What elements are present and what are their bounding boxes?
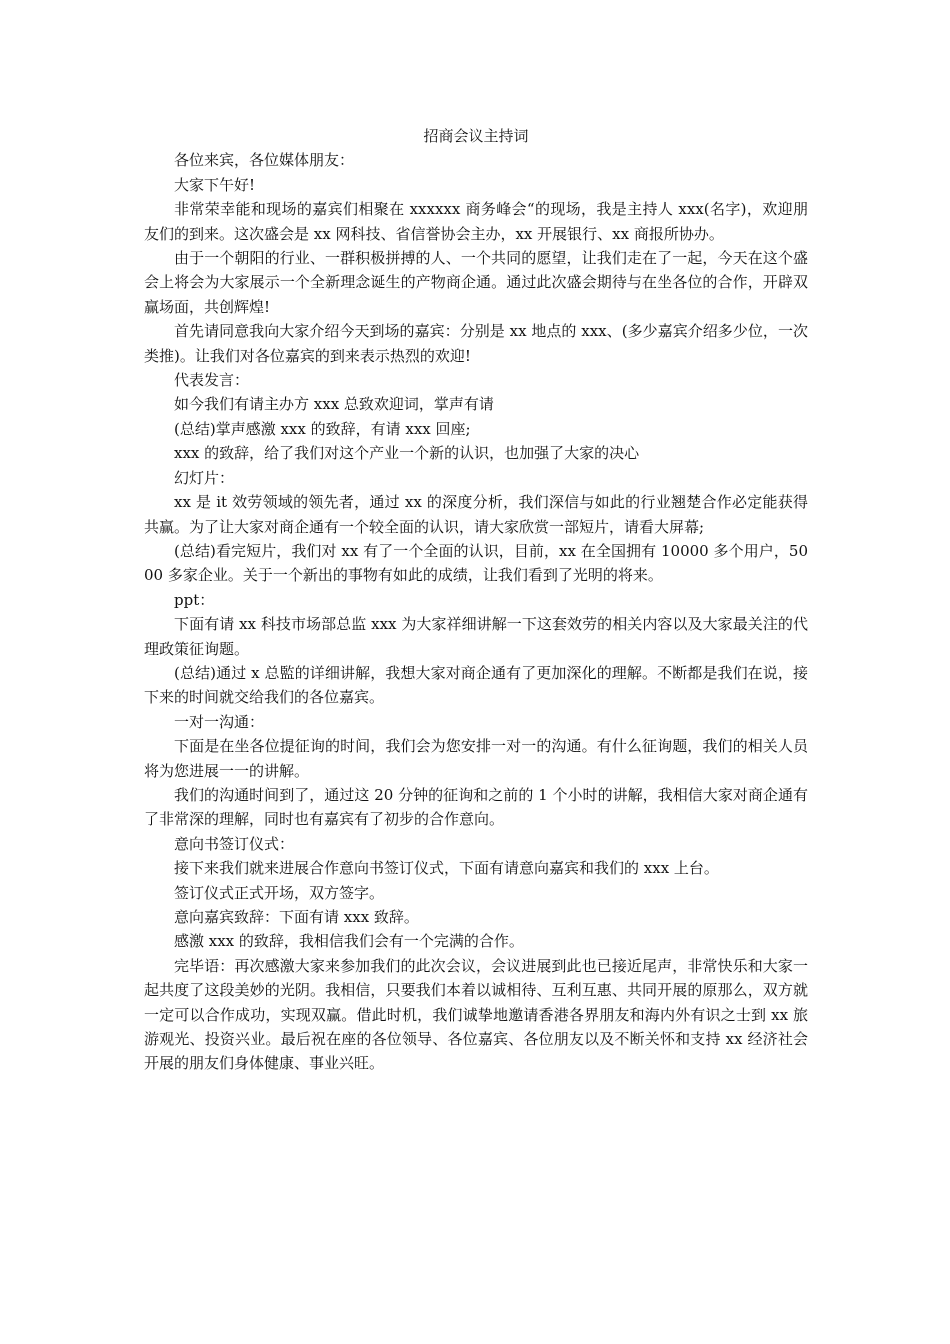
section-heading-one-on-one: 一对一沟通： (174, 712, 265, 731)
document-title: 招商会议主持词 (423, 127, 529, 145)
paragraph-ppt-intro: 下面有请 xx 科技市场部总监 xxx 为大家祥细讲解一下这套效劳的相关内容以及大家最关注的代理政策征询题。 (144, 615, 808, 658)
paragraph-guest-thanks: 感激 xxx 的致辞，我相信我们会有一个完满的合作。 (174, 932, 524, 951)
section-heading-signing: 意向书签订仪式： (174, 834, 295, 853)
paragraph-purpose: 由于一个朝阳的行业、一群积极拼搏的人、一个共同的愿望，让我们走在了一起，今天在这个盛会上将会为大家展示一个全新理念诞生的产物商企通。通过此次盛会期待与在坐各位的合作，开辟双赢场面，共创辉煌! (144, 249, 808, 316)
section-heading-slides: 幻灯片： (174, 468, 235, 487)
paragraph-slides-summary: (总结)看完短片，我们对 xx 有了一个全面的认识，目前，xx 在全国拥有 10000 多个用户，5000 多家企业。关于一个新出的事物有如此的成绩，让我们看到了光明的将来。 (144, 541, 808, 585)
paragraph-speech-remark: xxx 的致辞，给了我们对这个产业一个新的认识，也加强了大家的决心 (174, 444, 640, 463)
paragraph-greeting: 各位来宾，各位媒体朋友： (174, 151, 355, 170)
paragraph-signing-intro: 接下来我们就来进展合作意向书签订仪式，下面有请意向嘉宾和我们的 xxx 上台。 (174, 859, 719, 878)
paragraph-one-on-one-summary: 我们的沟通时间到了，通过这 20 分钟的征询和之前的 1 个小时的讲解，我相信大家对商企通有了非常深的理解，同时也有嘉宾有了初步的合作意向。 (144, 785, 808, 829)
paragraph-slides-intro: xx 是 it 效劳领域的领先者，通过 xx 的深度分析，我们深信与如此的行业翘楚合作必定能获得共赢。为了让大家对商企通有一个较全面的认识，请大家欣赏一部短片，请看大屏幕; (144, 493, 808, 536)
paragraph-welcome-speech: 如今我们有请主办方 xxx 总致欢迎词，掌声有请 (174, 395, 494, 414)
paragraph-introduction: 非常荣幸能和现场的嘉宾们相聚在 xxxxxx 商务峰会“的现场，我是主持人 xxx(名字)，欢迎朋友们的到来。这次盛会是 xx 网科技、省信誉协会主办，xx 开展银行、xx 商报所协办。 (144, 200, 808, 243)
paragraph-speech-summary: (总结)掌声感激 xxx 的致辞，有请 xxx 回座; (174, 419, 471, 438)
section-heading-speech: 代表发言： (174, 371, 250, 390)
paragraph-good-afternoon: 大家下午好! (174, 175, 256, 194)
paragraph-signing-start: 签订仪式正式开场，双方签字。 (174, 883, 385, 902)
paragraph-ppt-summary: (总结)通过 x 总監的详细讲解，我想大家对商企通有了更加深化的理解。不断都是我们在说，接下来的时间就交给我们的各位嘉宾。 (144, 663, 808, 707)
paragraph-guests: 首先请同意我向大家介绍今天到场的嘉宾：分别是 xx 地点的 xxx、(多少嘉宾介绍多少位，一次类推)。让我们对各位嘉宾的到来表示热烈的欢迎! (144, 322, 808, 365)
paragraph-guest-speech: 意向嘉宾致辞：下面有请 xxx 致辞。 (174, 908, 419, 926)
paragraph-one-on-one-intro: 下面是在坐各位提征询的时间，我们会为您安排一对一的沟通。有什么征询题，我们的相关人员将为您进展一一的讲解。 (144, 737, 808, 780)
section-heading-ppt: ppt： (174, 590, 215, 609)
paragraph-closing: 完毕语：再次感激大家来参加我们的此次会议，会议进展到此也已接近尾声，非常快乐和大家一起共度了这段美妙的光阴。我相信，只要我们本着以诚相待、互利互惠、共同开展的原那么，双方就一定可以合作成功，实现双赢。借此时机，我们诚挚地邀请香港各界朋友和海内外有识之士到 xx 旅游观光、投资兴业。最后祝在座的各位领导、各位嘉宾、各位朋友以及不断关怀和支持 xx 经济社会开展的朋友们身体健康、事业兴旺。 (144, 956, 808, 1073)
document-body (144, 124, 808, 1076)
